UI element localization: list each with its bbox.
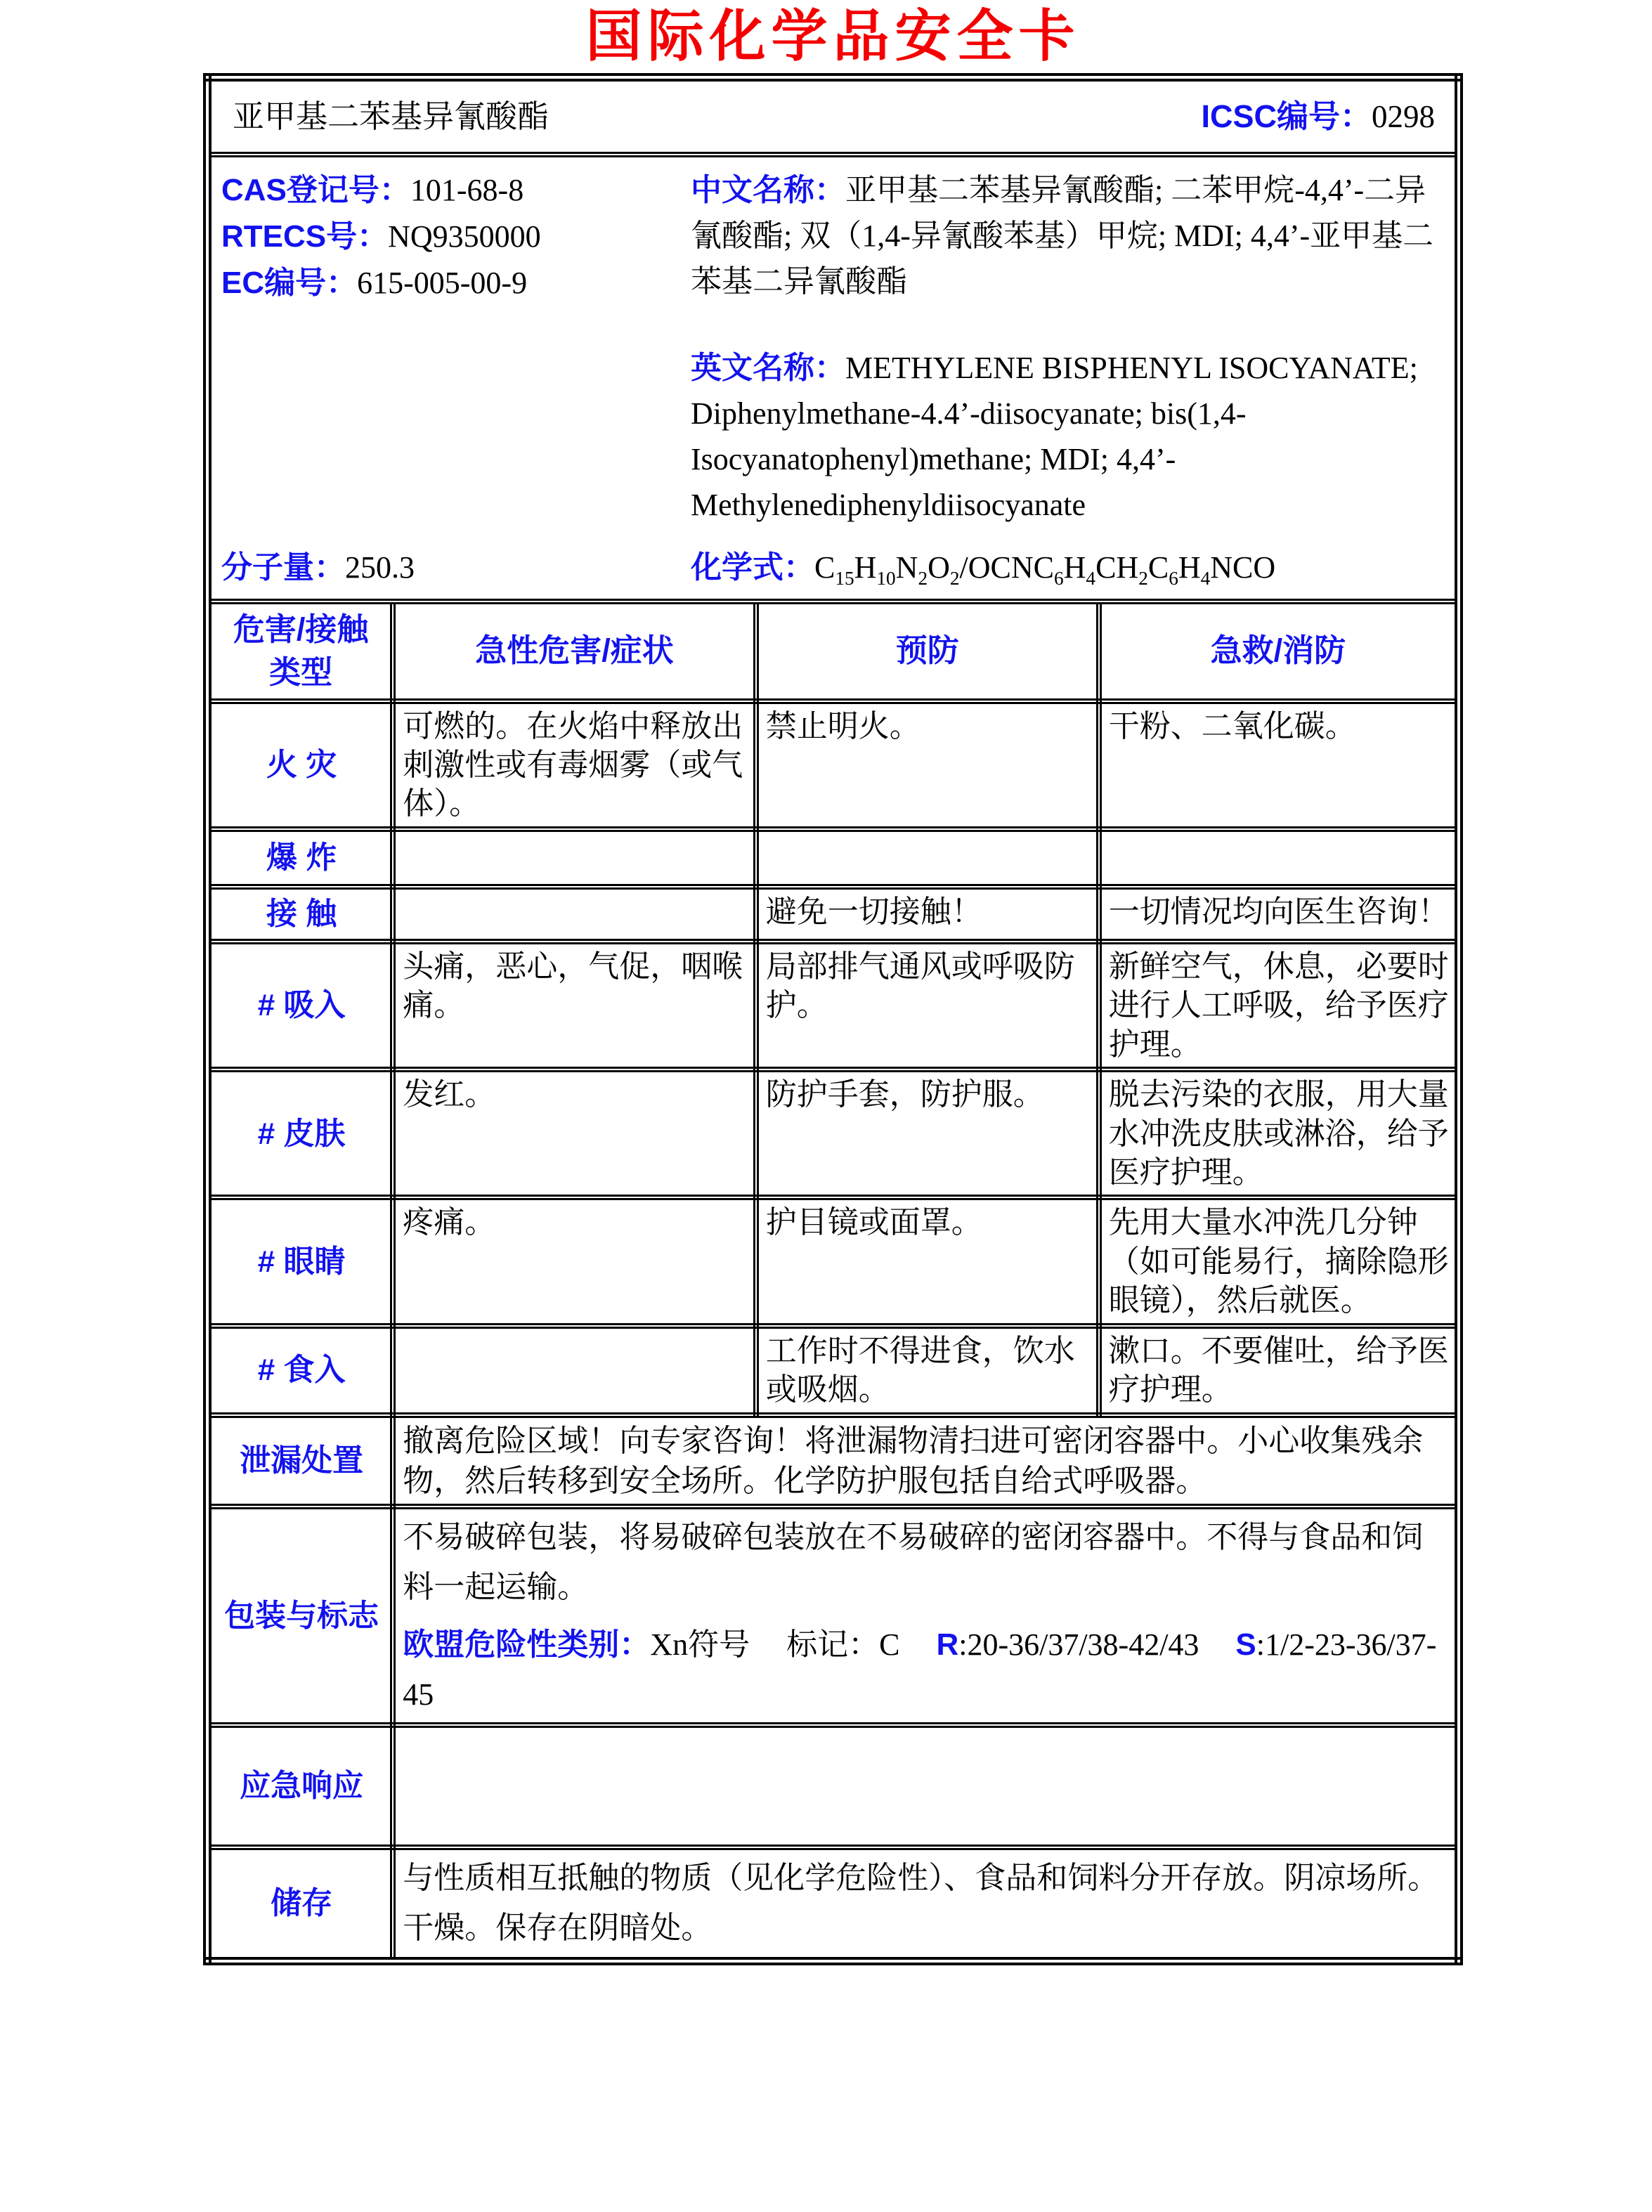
fire-prevention-cell: 禁止明火。	[756, 701, 1099, 829]
section-row-packaging	[207, 1507, 1459, 1725]
identification-row	[207, 155, 1459, 601]
ingestion-label: # 食入	[207, 1326, 393, 1415]
chemical-formula-line	[691, 547, 1446, 589]
english-name-label: 英文名称：	[691, 351, 845, 385]
ingestion-prevention-cell: 工作时不得进食，饮水或吸烟。	[756, 1326, 1099, 1415]
eu-classification-line	[403, 1620, 1449, 1720]
molecular-weight-line	[221, 547, 691, 589]
s-phrases-value: :1/2-23-36/37-45	[403, 1627, 1437, 1712]
eu-classification-value: Xn符号	[650, 1627, 750, 1662]
explosion-prevention-cell	[756, 829, 1099, 887]
packaging-text-cell	[393, 1507, 1459, 1725]
page-title: 国际化学品安全卡	[585, 5, 1081, 67]
section-row-storage	[207, 1847, 1459, 1961]
explosion-symptom-cell	[393, 829, 755, 887]
skin-prevention-cell: 防护手套，防护服。	[756, 1069, 1099, 1197]
eyes-prevention-cell: 护目镜或面罩。	[756, 1197, 1099, 1325]
inhalation-firstaid-cell: 新鲜空气，休息，必要时进行人工呼吸，给予医疗护理。	[1099, 942, 1459, 1069]
eyes-firstaid-cell: 先用大量水冲洗几分钟（如可能易行，摘除隐形眼镜），然后就医。	[1099, 1197, 1459, 1325]
hazard-row-contact	[207, 887, 1459, 942]
section-row-emergency	[207, 1725, 1459, 1847]
packaging-label: 包装与标志	[207, 1507, 393, 1725]
header-prevention: 预防	[756, 601, 1099, 701]
header-hazard-type: 危害/接触类型	[207, 601, 393, 701]
eyes-symptom-cell: 疼痛。	[393, 1197, 755, 1325]
fire-symptom-cell: 可燃的。在火焰中释放出刺激性或有毒烟雾（或气体）。	[393, 701, 755, 829]
r-phrases-value: :20-36/37/38-42/43	[958, 1627, 1199, 1662]
molecular-weight-value: 250.3	[345, 550, 415, 585]
fire-firstaid-cell: 干粉、二氧化碳。	[1099, 701, 1459, 829]
skin-symptom-cell: 发红。	[393, 1069, 755, 1197]
emergency-label: 应急响应	[207, 1725, 393, 1847]
ingestion-symptom-cell	[393, 1326, 755, 1415]
eyes-label: # 眼睛	[207, 1197, 393, 1325]
chinese-name-value: 亚甲基二苯基异氰酸酯; 二苯甲烷-4,4’-二异氰酸酯; 双（1,4-异氰酸苯基）甲烷; MDI; 4,4’-亚甲基二苯基二异氰酸酯	[691, 173, 1434, 299]
cas-line	[221, 167, 691, 214]
cas-value: 101-68-8	[410, 173, 524, 207]
inhalation-label: # 吸入	[207, 942, 393, 1069]
chemical-formula-label: 化学式：	[691, 550, 814, 585]
hazard-row-eyes	[207, 1197, 1459, 1325]
identification-cell	[207, 155, 1459, 601]
hazard-row-ingestion	[207, 1326, 1459, 1415]
chemical-names	[691, 167, 1446, 547]
contact-symptom-cell	[393, 887, 755, 942]
skin-label: # 皮肤	[207, 1069, 393, 1197]
mark-label: 标记：	[786, 1627, 880, 1662]
chemical-formula-value: $C_{15}H_{10}N_2O_2/OCNC_6H_4CH_2C_6H_4NCO$	[814, 550, 1276, 589]
ec-label: EC编号：	[221, 266, 358, 300]
cas-label: CAS登记号：	[221, 173, 410, 207]
registry-numbers	[221, 167, 691, 547]
hazard-row-fire	[207, 701, 1459, 829]
header-firstaid-firefighting: 急救/消防	[1099, 601, 1459, 701]
fire-label: 火 灾	[207, 701, 393, 829]
rtecs-line	[221, 214, 691, 260]
icsc-number-value: 0298	[1372, 98, 1435, 134]
spill-label: 泄漏处置	[207, 1415, 393, 1507]
mark-value: C	[879, 1627, 900, 1662]
packaging-text: 不易破碎包装，将易破碎包装放在不易破碎的密闭容器中。不得与食品和饲料一起运输。	[403, 1520, 1424, 1605]
spill-text-cell: 撤离危险区域！向专家咨询！将泄漏物清扫进可密闭容器中。小心收集残余物，然后转移到安全场所。化学防护服包括自给式呼吸器。	[393, 1415, 1459, 1507]
icsc-card-table	[203, 73, 1463, 1965]
explosion-label: 爆 炸	[207, 829, 393, 887]
english-name-paragraph	[691, 345, 1446, 528]
rtecs-value: NQ9350000	[388, 219, 541, 254]
ec-line	[221, 260, 691, 306]
emergency-text-cell	[393, 1725, 1459, 1847]
storage-text-cell: 与性质相互抵触的物质（见化学危险性）、食品和饲料分开存放。阴凉场所。干燥。保存在阴暗处。	[393, 1847, 1459, 1961]
icsc-number-group	[1201, 97, 1435, 137]
contact-firstaid-cell: 一切情况均向医生咨询！	[1099, 887, 1459, 942]
contact-label: 接 触	[207, 887, 393, 942]
icsc-number-label: ICSC编号：	[1201, 98, 1372, 134]
chinese-name-paragraph	[691, 167, 1446, 304]
english-name-value: METHYLENE BISPHENYL ISOCYANATE; Diphenylmethane-4.4’-diisocyanate; bis(1,4-Isocyanatophenyl)methane; MDI; 4,4’-Methylenediphenyldiisocyanate	[691, 351, 1418, 522]
hazard-row-skin	[207, 1069, 1459, 1197]
hazard-row-inhalation	[207, 942, 1459, 1069]
contact-prevention-cell: 避免一切接触！	[756, 887, 1099, 942]
header-acute-symptoms: 急性危害/症状	[393, 601, 755, 701]
s-phrases-label: S	[1235, 1627, 1256, 1662]
ingestion-firstaid-cell: 漱口。不要催吐，给予医疗护理。	[1099, 1326, 1459, 1415]
skin-firstaid-cell: 脱去污染的衣服，用大量水冲洗皮肤或淋浴，给予医疗护理。	[1099, 1069, 1459, 1197]
name-row	[207, 77, 1459, 155]
explosion-firstaid-cell	[1099, 829, 1459, 887]
hazard-header-row	[207, 601, 1459, 701]
r-phrases-label: R	[936, 1627, 959, 1662]
chemical-name: 亚甲基二苯基异氰酸酯	[233, 98, 549, 134]
section-row-spill	[207, 1415, 1459, 1507]
inhalation-prevention-cell: 局部排气通风或呼吸防护。	[756, 942, 1099, 1069]
ec-value: 615-005-00-9	[357, 266, 528, 300]
eu-classification-label: 欧盟危险性类别：	[403, 1627, 651, 1662]
hazard-row-explosion	[207, 829, 1459, 887]
name-cell	[207, 77, 1459, 155]
inhalation-symptom-cell: 头痛，恶心，气促，咽喉痛。	[393, 942, 755, 1069]
chinese-name-label: 中文名称：	[691, 173, 845, 207]
storage-label: 储存	[207, 1847, 393, 1961]
molecular-weight-label: 分子量：	[221, 550, 345, 585]
rtecs-label: RTECS号：	[221, 219, 389, 254]
